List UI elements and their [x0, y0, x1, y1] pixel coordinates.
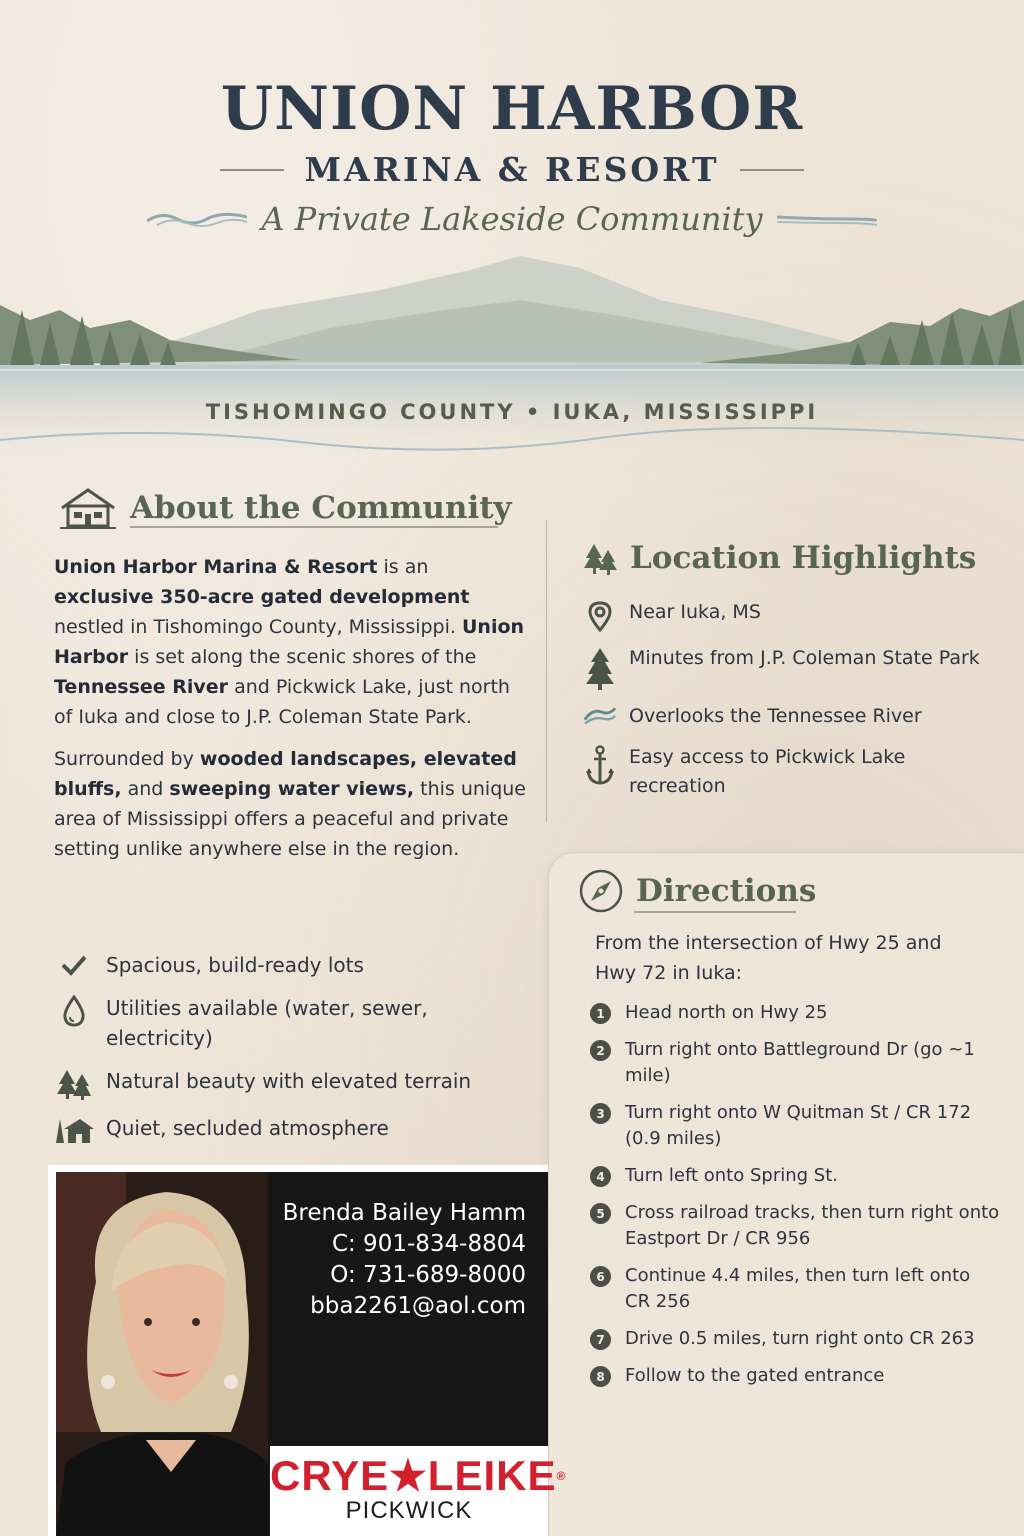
cabin-icon — [54, 1113, 94, 1145]
subtitle-rule-right — [740, 169, 804, 171]
about-text-run: is set along the scenic shores of the — [128, 646, 477, 668]
about-text-run: Union Harbor Marina & Resort — [54, 556, 378, 578]
agent-name: Brenda Bailey Hamm — [282, 1200, 526, 1226]
directions-step-list — [590, 1000, 1000, 1400]
direction-step-text: Turn left onto Spring St. — [625, 1165, 838, 1186]
direction-step-text: Drive 0.5 miles, turn right onto CR 263 — [625, 1328, 975, 1349]
about-text-run: Union Harbor — [54, 616, 525, 668]
tagline: A Private Lakeside Community — [261, 200, 763, 238]
agent-office-phone[interactable]: O: 731-689-8000 — [330, 1262, 526, 1288]
step-number-badge: 7 — [590, 1329, 611, 1350]
location-item-label: Easy access to Pickwick Lake recreation — [629, 746, 906, 797]
feature-item — [54, 993, 534, 1053]
location-heading-row — [582, 540, 976, 576]
about-description — [54, 552, 529, 876]
brokerage-office: PICKWICK — [345, 1497, 473, 1524]
brokerage-name: CRYE★LEIKE — [270, 1452, 557, 1499]
about-text-run: Surrounded by — [54, 748, 200, 770]
direction-step — [590, 1100, 1000, 1152]
feature-item — [54, 1066, 534, 1100]
location-item — [583, 644, 1003, 690]
step-number-badge: 2 — [590, 1040, 611, 1061]
step-number-badge: 3 — [590, 1103, 611, 1124]
compass-icon — [578, 868, 624, 914]
about-paragraph-2 — [54, 744, 529, 864]
tagline-row — [0, 200, 1024, 238]
direction-step — [590, 1163, 1000, 1189]
about-paragraph-1 — [54, 552, 529, 732]
direction-step — [590, 1200, 1000, 1252]
feature-list — [54, 950, 534, 1158]
location-item-label: Overlooks the Tennessee River — [629, 705, 922, 727]
location-item-label: Minutes from J.P. Coleman State Park — [629, 647, 980, 669]
about-heading-underline — [130, 526, 498, 528]
direction-step-text: Cross railroad tracks, then turn right onto Eastport Dr / CR 956 — [625, 1202, 1000, 1249]
about-text-run: Tennessee River — [54, 676, 229, 698]
about-text-run: exclusive 350-acre gated development — [54, 586, 470, 608]
about-text-run: and Pickwick Lake, just north of Iuka and close to J.P. Coleman State Park. — [54, 676, 510, 728]
direction-step-text: Continue 4.4 miles, then turn left onto CR 256 — [625, 1265, 971, 1312]
direction-step-text: Head north on Hwy 25 — [625, 1002, 828, 1023]
direction-step — [590, 1037, 1000, 1089]
location-highlight-list — [583, 598, 1003, 813]
direction-step-text: Follow to the gated entrance — [625, 1365, 885, 1386]
step-number-badge: 8 — [590, 1366, 611, 1387]
directions-intro: From the intersection of Hwy 25 and Hwy 72 in Iuka: — [595, 932, 942, 984]
about-text-run: sweeping water views, — [169, 778, 415, 800]
page-subtitle: MARINA & RESORT — [304, 150, 720, 189]
location-heading: Location Highlights — [630, 540, 977, 576]
river-wave-icon — [583, 702, 617, 726]
subtitle-rule-left — [220, 169, 284, 171]
step-number-badge: 1 — [590, 1003, 611, 1024]
location-item — [583, 598, 1003, 632]
direction-step — [590, 1263, 1000, 1315]
direction-step-text: Turn right onto W Quitman St / CR 172 (0.9 miles) — [625, 1102, 972, 1149]
feature-item-label: Natural beauty with elevated terrain — [106, 1069, 472, 1093]
step-number-badge: 6 — [590, 1266, 611, 1287]
step-number-badge: 5 — [590, 1203, 611, 1224]
location-item — [583, 743, 1003, 801]
about-heading-row — [58, 486, 512, 530]
agent-email[interactable]: bba2261@aol.com — [310, 1293, 526, 1319]
house-icon — [58, 486, 118, 530]
feature-item — [54, 1113, 534, 1145]
direction-step — [590, 1326, 1000, 1352]
agent-photo — [56, 1172, 268, 1536]
subtitle-row — [0, 150, 1024, 189]
direction-step — [590, 1363, 1000, 1389]
agent-contact-info — [262, 1198, 526, 1322]
feature-item-label: Quiet, secluded atmosphere — [106, 1116, 389, 1140]
water-drop-icon — [54, 993, 94, 1027]
directions-heading-row — [578, 868, 816, 914]
about-text-run: is an — [377, 556, 429, 578]
pine-tree-icon — [583, 644, 617, 690]
about-heading: About the Community — [130, 490, 512, 526]
brokerage-logo — [270, 1446, 567, 1536]
feature-item-label: Utilities available (water, sewer, electricity) — [106, 996, 428, 1050]
brokerage-logo-wordmark — [270, 1452, 567, 1499]
feature-item-label: Spacious, build-ready lots — [106, 953, 364, 977]
direction-step — [590, 1000, 1000, 1026]
wave-ornament-right-icon — [777, 209, 877, 229]
column-divider — [546, 520, 547, 822]
feature-item — [54, 950, 534, 980]
pine-trees-icon — [582, 540, 618, 576]
about-text-run: wooded landscapes, elevated bluffs, — [54, 748, 517, 800]
pine-trees-icon — [54, 1066, 94, 1100]
wave-ornament-left-icon — [147, 209, 247, 229]
anchor-icon — [583, 743, 617, 787]
about-text-run: this unique area of Mississippi offers a peaceful and private setting unlike anywhere else in the region. — [54, 778, 526, 860]
about-text-run: nestled in Tishomingo County, Mississippi. — [54, 616, 462, 638]
location-item-label: Near Iuka, MS — [629, 601, 761, 623]
map-pin-icon — [583, 598, 617, 632]
directions-heading: Directions — [636, 873, 817, 909]
page-title: UNION HARBOR — [220, 74, 804, 144]
direction-step-text: Turn right onto Battleground Dr (go ~1 mile) — [625, 1039, 975, 1086]
checkmark-icon — [54, 950, 94, 978]
about-text-run: and — [121, 778, 170, 800]
agent-cell-phone[interactable]: C: 901-834-8804 — [331, 1231, 526, 1257]
directions-heading-underline — [634, 911, 796, 913]
step-number-badge: 4 — [590, 1166, 611, 1187]
registered-mark: ® — [556, 1469, 567, 1483]
lake-scenery-illustration — [0, 250, 1024, 460]
location-item — [583, 702, 1003, 731]
county-location-banner: TISHOMINGO COUNTY • IUKA, MISSISSIPPI — [205, 400, 819, 424]
